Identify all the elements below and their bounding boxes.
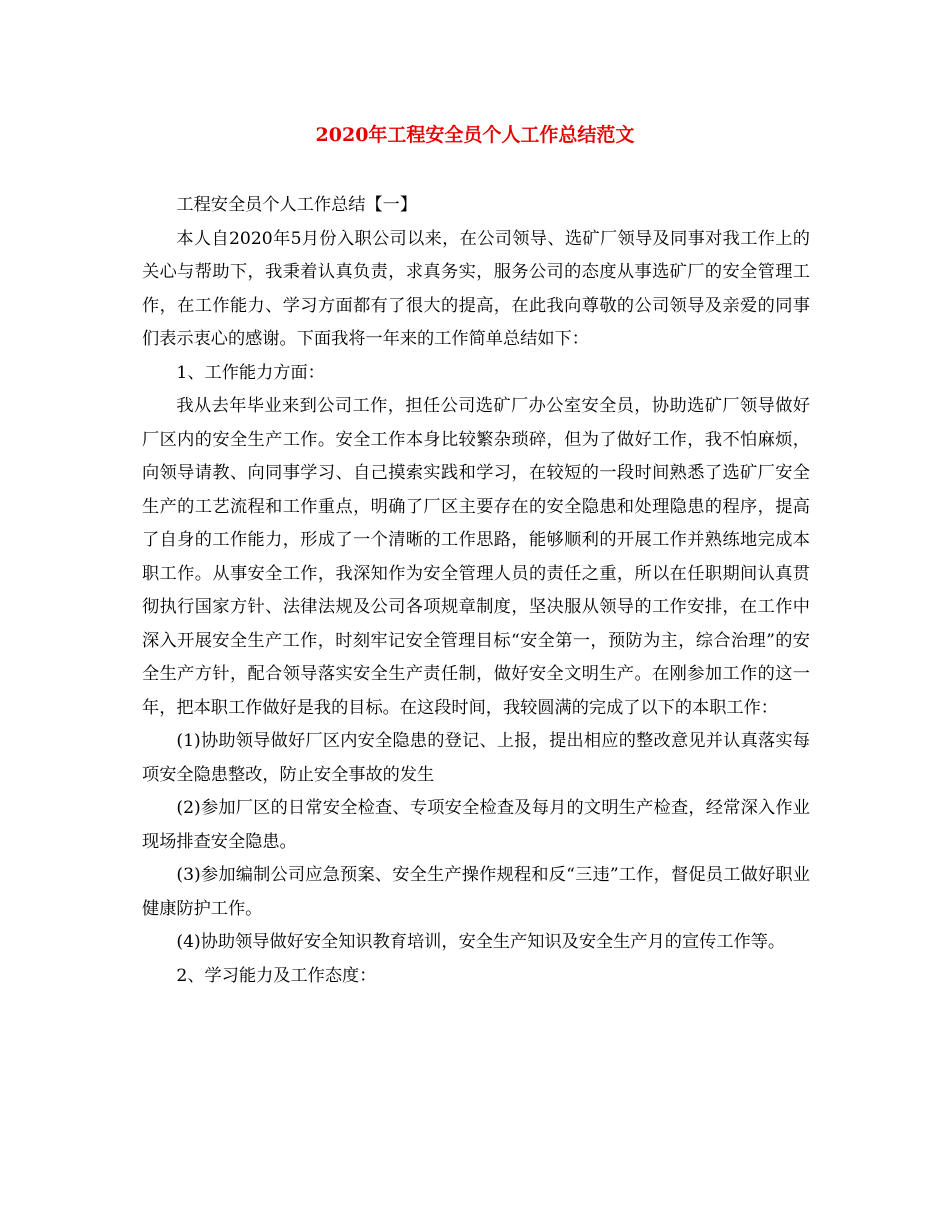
document-title: 2020年工程安全员个人工作总结范文 [315, 124, 635, 146]
list-item-1: (1)协助领导做好厂区内安全隐患的登记、上报，提出相应的整改意见并认真落实每项安全隐患整改，防止安全事故的发生 [142, 731, 810, 785]
section-heading-1: 工程安全员个人工作总结【一】 [176, 195, 418, 215]
list-item-3: (3)参加编制公司应急预案、安全生产操作规程和反“三违”工作，督促员工做好职业健康防护工作。 [142, 865, 810, 919]
list-item-2: (2)参加厂区的日常安全检查、专项安全检查及每月的文明生产检查，经常深入作业现场排查安全隐患。 [142, 798, 810, 852]
paragraph-intro: 本人自2020年5月份入职公司以来，在公司领导、选矿厂领导及同事对我工作上的关心与帮助下，我秉着认真负责，求真务实，服务公司的态度从事选矿厂的安全管理工作，在工作能力、学习方面都有了很大的提高，在此我向尊敬的公司领导及亲爱的同事们表示衷心的感谢。下面我将一年来的工作简单总结如下： [142, 228, 810, 349]
subsection-heading-work-ability: 1、工作能力方面： [176, 362, 325, 383]
document-body [142, 189, 810, 993]
subsection-heading-learning: 2、学习能力及工作态度： [176, 965, 377, 986]
list-item-4: (4)协助领导做好安全知识教育培训，安全生产知识及安全生产月的宣传工作等。 [176, 932, 786, 952]
paragraph-work-ability: 我从去年毕业来到公司工作，担任公司选矿厂办公室安全员，协助选矿厂领导做好厂区内的安全生产工作。安全工作本身比较繁杂琐碎，但为了做好工作，我不怕麻烦，向领导请教、向同事学习、自己摸索实践和学习，在较短的一段时间熟悉了选矿厂安全生产的工艺流程和工作重点，明确了厂区主要存在的安全隐患和处理隐患的程序，提高了自身的工作能力，形成了一个清晰的工作思路，能够顺利的开展工作并熟练地完成本职工作。从事安全工作，我深知作为安全管理人员的责任之重，所以在任职期间认真贯彻执行国家方针、法律法规及公司各项规章制度，坚决服从领导的工作安排，在工作中深入开展安全生产工作，时刻牢记安全管理目标“安全第一，预防为主，综合治理”的安全生产方针，配合领导落实安全生产责任制，做好安全文明生产。在刚参加工作的这一年，把本职工作做好是我的目标。在这段时间，我较圆满的完成了以下的本职工作： [142, 396, 810, 718]
